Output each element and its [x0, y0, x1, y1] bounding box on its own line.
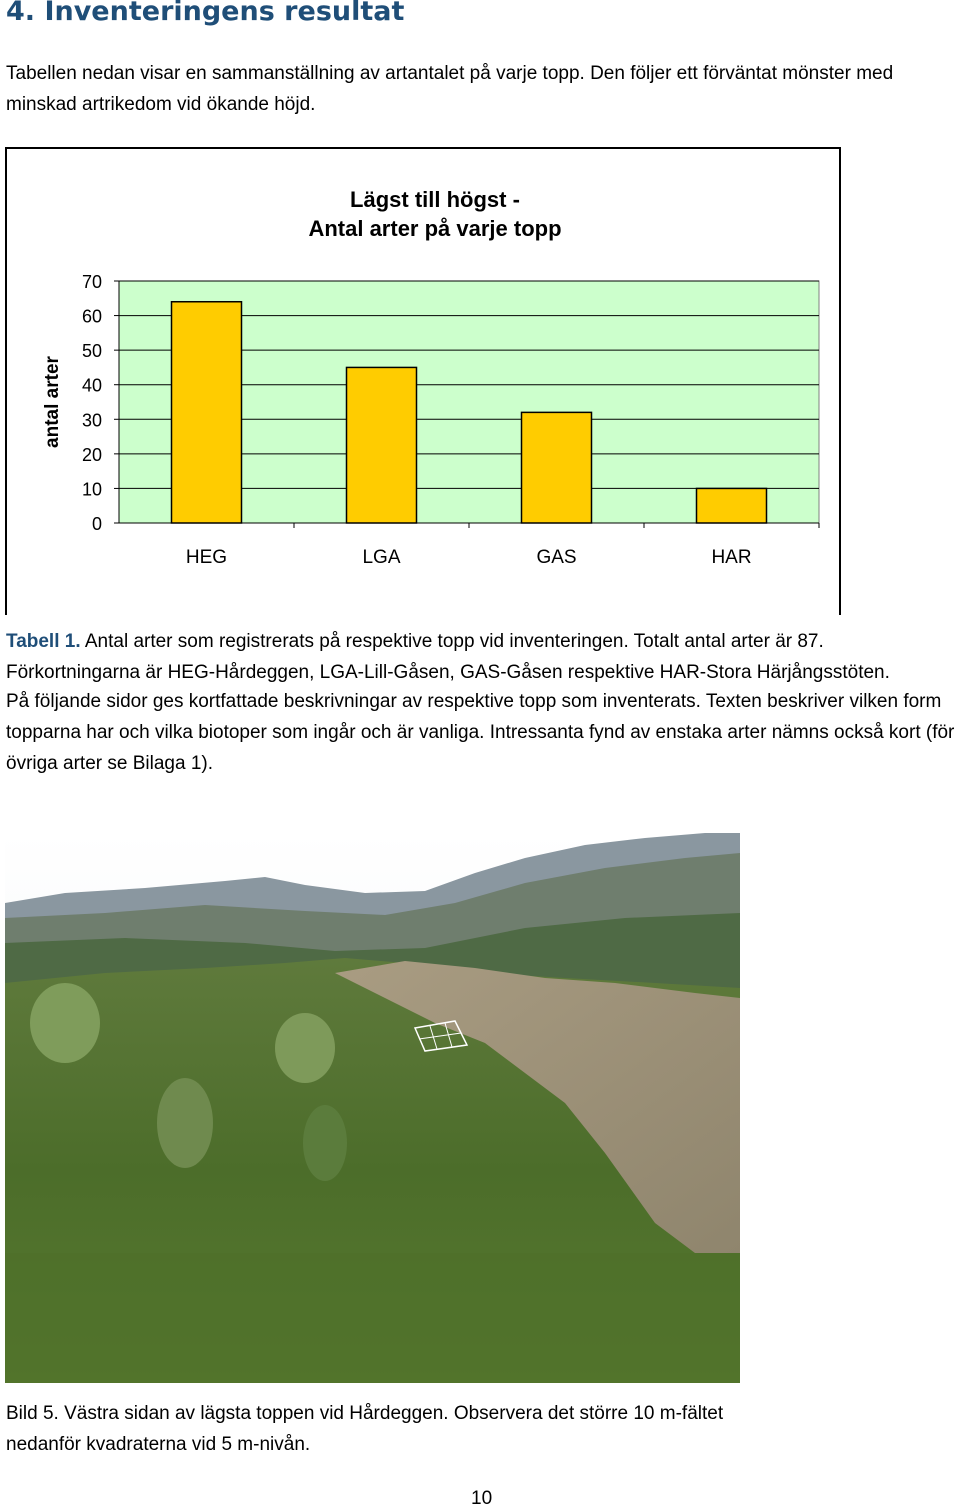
- page-number: 10: [471, 1488, 493, 1509]
- y-tick-label: 60: [81, 306, 102, 327]
- bar-chart: [7, 149, 843, 617]
- chart-title-line1: Lägst till högst -: [350, 187, 520, 212]
- table-caption-label: Tabell 1.: [6, 631, 81, 652]
- table-caption-text: Antal arter som registrerats på respektive topp vid inventeringen. Totalt antal arter är 87. Förkortningarna är HEG-Hårdeggen, LGA-Lill-Gåsen, GAS-Gåsen respektive HAR-Stora Härjångsstöten.: [6, 631, 890, 683]
- mountain-photo-illustration: [5, 833, 740, 1383]
- y-tick-label: 20: [81, 444, 102, 465]
- bar-heg: [172, 302, 242, 523]
- x-tick-label: LGA: [362, 547, 401, 568]
- y-tick-label: 40: [81, 375, 102, 396]
- bar-lga: [347, 367, 417, 523]
- body-paragraph: På följande sidor ges kortfattade beskrivningar av respektive topp som inventerats. Texten beskriver vilken form topparna har och vilka biotoper som ingår och är vanliga. Intressanta fynd av enstaka arter nämns också kort (för övriga arter se Bilaga 1).: [6, 691, 955, 774]
- bar-gas: [522, 412, 592, 523]
- table-caption: [6, 626, 956, 688]
- section-heading: 4. Inventeringens resultat: [6, 0, 405, 27]
- intro-paragraph: Tabellen nedan visar en sammanställning av artantalet på varje topp. Den följer ett förväntat mönster med minskad artrikedom vid ökande höjd.: [6, 63, 894, 115]
- bar-har: [697, 488, 767, 523]
- x-tick-label: HEG: [185, 547, 228, 568]
- chart-title-line2: Antal arter på varje topp: [308, 216, 562, 241]
- y-axis-label: antal arter: [42, 356, 63, 448]
- x-tick-label: HAR: [711, 547, 752, 568]
- y-tick-label: 30: [81, 410, 102, 431]
- photo-caption: Bild 5. Västra sidan av lägsta toppen vid Hårdeggen. Observera det större 10 m-fältet nedanför kvadraterna vid 5 m-nivån.: [6, 1403, 724, 1455]
- chart-frame: [5, 147, 841, 615]
- y-tick-label: 70: [81, 272, 102, 292]
- x-tick-label: GAS: [536, 547, 577, 568]
- y-tick-label: 50: [81, 341, 102, 362]
- y-tick-label: 10: [81, 479, 102, 500]
- landscape-photo: [5, 833, 740, 1383]
- y-tick-label: 0: [91, 514, 102, 534]
